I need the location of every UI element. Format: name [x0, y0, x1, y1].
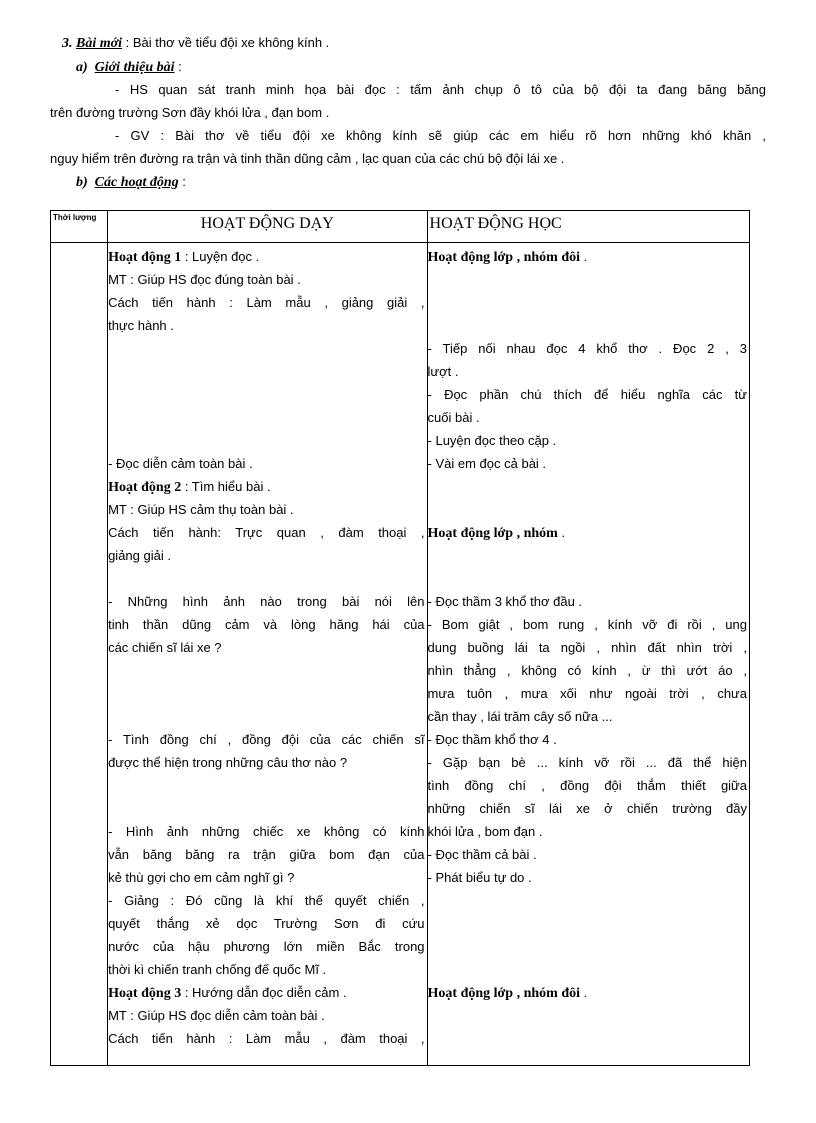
teaching-line	[108, 981, 424, 1004]
teaching-line: Cách tiến hành : Làm mẫu , giảng giải ,	[108, 295, 425, 310]
section-separator: :	[122, 35, 133, 50]
learning-activity-title: Hoạt động lớp , nhóm đôi	[427, 250, 580, 265]
learning-line: - Đọc phần chú thích để hiểu nghĩa các từ	[427, 387, 747, 402]
part-a-heading	[76, 58, 182, 77]
learning-line	[428, 291, 747, 314]
part-b-title: Các hoạt động	[94, 175, 179, 190]
teaching-line: MT : Giúp HS cảm thụ toàn bài .	[108, 502, 294, 517]
learning-line	[428, 475, 747, 498]
teaching-line	[108, 774, 424, 797]
learning-line: tình đồng chí , đồng đội thắm thiết giữa	[427, 778, 747, 793]
learning-cell	[427, 243, 749, 1066]
part-a-label: a)	[76, 60, 88, 75]
learning-activity-title: Hoạt động lớp , nhóm	[427, 526, 558, 541]
teaching-activity-title: Hoạt động 3	[108, 986, 182, 1001]
teaching-cell	[108, 243, 427, 1066]
learning-line: - Đọc thầm cả bài .	[427, 847, 537, 862]
teaching-line: được thể hiện trong những câu thơ nào ?	[108, 755, 348, 770]
teaching-line: giảng giải .	[108, 548, 171, 563]
learning-line	[428, 889, 747, 912]
teaching-line	[108, 429, 424, 452]
learning-line	[428, 567, 747, 590]
teaching-line: Cách tiến hành: Trực quan , đàm thoại ,	[108, 525, 425, 540]
learning-line: - Gặp bạn bè ... kính vỡ rồi ... đã thể hiện	[427, 755, 747, 770]
learning-line	[428, 1004, 747, 1027]
teaching-line: MT : Giúp HS đọc đúng toàn bài .	[108, 272, 301, 287]
table-header-row	[51, 211, 750, 243]
intro-paragraph-1-line-1: - HS quan sát tranh minh họa bài đọc : tấm ảnh chụp ô tô của bộ đội ta đang băng băng	[115, 82, 766, 97]
learning-line	[428, 498, 747, 521]
learning-line	[428, 268, 747, 291]
teaching-line	[108, 682, 424, 705]
learning-line: những chiến sĩ lái xe ở chiến trường đầy	[427, 801, 747, 816]
learning-line: khói lửa , bom đạn .	[427, 824, 543, 839]
learning-line: - Tiếp nối nhau đọc 4 khổ thơ . Đọc 2 , 3	[427, 341, 747, 356]
learning-line	[428, 935, 747, 958]
teaching-activity-title: Hoạt động 1	[108, 250, 182, 265]
learning-line: - Luyện đọc theo cặp .	[427, 433, 557, 448]
teaching-line	[108, 659, 424, 682]
teaching-line: quyết thắng xẻ dọc Trường Sơn đi cứu	[108, 916, 425, 931]
teaching-activity-text: : Luyện đọc .	[181, 249, 260, 264]
section-number: 3.	[62, 36, 73, 51]
intro-paragraph-2-line-1: - GV : Bài thơ về tiểu đội xe không kính sẽ giúp các em hiểu rõ hơn những khó khăn ,	[115, 128, 766, 143]
learning-line	[428, 314, 747, 337]
learning-line	[428, 245, 747, 268]
teaching-line: Cách tiến hành : Làm mẫu , đàm thoại ,	[108, 1031, 425, 1046]
teaching-line: nước của hậu phương lớn miền Bắc trong	[108, 939, 425, 954]
teaching-line: - Những hình ảnh nào trong bài nói lên	[108, 594, 425, 609]
section-heading	[62, 34, 329, 53]
section-text: Bài thơ về tiểu đội xe không kính .	[132, 35, 330, 50]
teaching-line	[108, 245, 424, 268]
teaching-line	[108, 406, 424, 429]
activities-table	[50, 210, 750, 1066]
teaching-line	[108, 705, 424, 728]
learning-line: - Đọc thầm 3 khổ thơ đầu .	[427, 594, 583, 609]
learning-line	[428, 912, 747, 935]
learning-line: cần thay , lái trăm cây số nữa ...	[427, 709, 613, 724]
teaching-line: tinh thần dũng cảm và lòng hăng hái của	[108, 617, 425, 632]
part-a-title: Giới thiệu bài	[94, 60, 175, 75]
learning-activity-text: .	[580, 249, 588, 264]
part-b-colon: :	[178, 174, 186, 189]
teaching-activity-text: : Hướng dẫn đọc diễn cảm .	[181, 985, 347, 1000]
teaching-line: - Giảng : Đó cũng là khí thế quyết chiến ,	[108, 893, 425, 908]
teaching-line: kẻ thù gợi cho em cảm nghĩ gì ?	[108, 870, 295, 885]
learning-line: cuối bài .	[427, 410, 480, 425]
teaching-activity-title: Hoạt động 2	[108, 480, 182, 495]
learning-line	[428, 1027, 747, 1050]
learning-line	[428, 544, 747, 567]
intro-paragraph-2-line-2: nguy hiểm trên đường ra trận và tinh thần dũng cảm , lạc quan của các chú bộ đội lái xe .	[50, 151, 565, 166]
part-b-label: b)	[76, 175, 88, 190]
part-b-heading	[76, 173, 186, 192]
teaching-line	[108, 567, 424, 590]
learning-line	[428, 958, 747, 981]
section-title: Bài mới	[76, 36, 123, 51]
learning-activity-text: .	[580, 985, 588, 1000]
teaching-line: - Hình ảnh những chiếc xe không có kính	[108, 824, 425, 839]
teaching-line: - Đọc diễn cảm toàn bài .	[108, 456, 253, 471]
learning-line: - Vài em đọc cả bài .	[427, 456, 547, 471]
header-learning: HOẠT ĐỘNG HỌC	[427, 211, 749, 243]
teaching-line	[108, 797, 424, 820]
learning-line: mưa tuôn , mưa xối như ngoài trời , chưa	[427, 686, 747, 701]
teaching-line: MT : Giúp HS đọc diễn cảm toàn bài .	[108, 1008, 325, 1023]
teaching-line	[108, 475, 424, 498]
teaching-line: thực hành .	[108, 318, 174, 333]
header-teaching: HOẠT ĐỘNG DẠY	[108, 211, 427, 243]
learning-line: - Bom giật , bom rung , kính vỡ đi rồi , ung	[427, 617, 747, 632]
part-a-colon: :	[174, 59, 182, 74]
teaching-line	[108, 360, 424, 383]
learning-line: lượt .	[427, 364, 459, 379]
learning-line: - Phát biểu tự do .	[427, 870, 532, 885]
learning-activity-title: Hoạt động lớp , nhóm đôi	[427, 986, 580, 1001]
teaching-line: các chiến sĩ lái xe ?	[108, 640, 222, 655]
learning-line	[428, 981, 747, 1004]
learning-line: - Đọc thầm khổ thơ 4 .	[427, 732, 557, 747]
learning-line	[428, 521, 747, 544]
learning-line: nhìn thẳng , không có kính , ừ thì ướt áo ,	[427, 663, 747, 678]
table-body-row	[51, 243, 750, 1066]
time-cell	[51, 243, 108, 1066]
teaching-activity-text: : Tìm hiểu bài .	[181, 479, 271, 494]
teaching-line: - Tình đồng chí , đồng đội của các chiến sĩ	[108, 732, 425, 747]
teaching-line: vẫn băng băng ra trận giữa bom đạn của	[108, 847, 425, 862]
intro-paragraph-1-line-2: trên đường trường Sơn đầy khói lửa , đạn bom .	[50, 105, 330, 120]
learning-activity-text: .	[557, 525, 566, 540]
learning-line: dung buồng lái ta ngồi , nhìn đất nhìn trời ,	[427, 640, 747, 655]
teaching-line	[108, 383, 424, 406]
teaching-line	[108, 337, 424, 360]
header-time: Thời lượng	[51, 211, 108, 243]
teaching-line: thời kì chiến tranh chống đế quốc Mĩ .	[108, 962, 327, 977]
